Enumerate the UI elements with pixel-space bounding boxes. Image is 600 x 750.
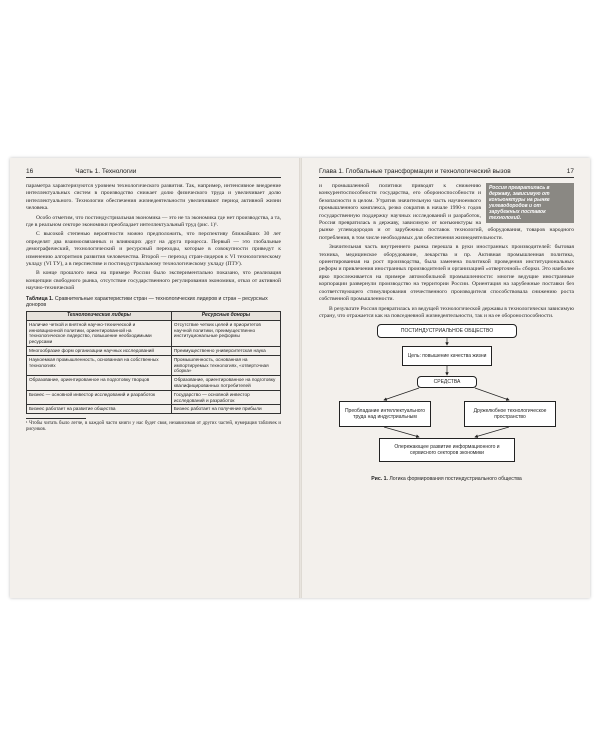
table-header-donors: Ресурсные доноры — [171, 312, 280, 321]
table-caption-text: Сравнительные характеристики стран — технологических лидеров и стран – ресурсных доноров — [26, 295, 268, 308]
book-spread — [10, 158, 590, 598]
diagram-box-means: СРЕДСТВА — [417, 376, 477, 388]
left-page-number: 16 — [26, 168, 34, 175]
left-paragraph-1: параметра характеризуются уровнем технологического развития. Так, например, интенсивное внедрение интеллектуальных систем в производство снижает долю физического труда и увеличивает долю интеллектуального. Технологии обеспечения жизнедеятельности увеличивают период активной жизни человека. — [26, 183, 281, 212]
book-gutter — [299, 158, 302, 598]
arrow-right-to-bottom — [475, 427, 509, 437]
right-page — [319, 168, 574, 482]
table-header-row — [27, 312, 281, 321]
table-cell: Наличие четкой и внятной научно-технической и инновационной политики, ориентированной на технологическое лидерство, повышение необходимыми ресурсами — [27, 320, 172, 346]
table-row — [27, 320, 281, 346]
right-paragraph-2: Значительная часть внутреннего рынка перешла в руки иностранных производителей: бытовая техника, медицинское оборудование, лекарства и пр. Активная промышленная политика, ориентированная на рост производства, была заменена политикой проведения институциональных реформ и привлечения иностранных производителей и организацией «отверточной» сборки. Это наиболее ярко прослеживается на примере автомобильной промышленности: многие ведущие иностранные корпорации развернули производство на территории России. Ориентация на зарубежные поставки без соответствующего стимулирования отечественного производителя способствовала снижению роста собственной промышленности. — [319, 244, 574, 303]
table-caption-label: Таблица 1. — [26, 295, 54, 302]
figure-caption — [319, 476, 574, 482]
diagram-box-postindustrial-society: ПОСТИНДУСТРИАЛЬНОЕ ОБЩЕСТВО — [377, 324, 517, 338]
table-cell: Бизнес работает на получение прибыли — [171, 405, 280, 414]
left-paragraph-4: В конце прошлого века на примере России было экспериментально показано, что реализация концепции свободного рынка, отсутствие государственного регулирования экономики, отказ от активной научно-технической — [26, 270, 281, 292]
table-cell: Бизнес — основной инвестор исследований и разработок — [27, 390, 172, 405]
diagram-box-intellectual-labor: Преобладание интеллектуального труда над индустриальным — [339, 401, 431, 427]
right-running-head — [319, 168, 574, 178]
table-row — [27, 390, 281, 405]
figure-caption-text: Логика формирования постиндустриального общества — [389, 476, 522, 483]
arrow-means-to-right — [475, 388, 509, 400]
right-page-number: 17 — [566, 168, 574, 175]
table-cell: Многообразие форм организации научных исследований — [27, 347, 172, 356]
left-running-head — [26, 168, 281, 178]
footnote: ¹ Чтобы читать было легче, в каждой части книги у нас будет своя, независимая от других частей, нумерация табличек и рисунков. — [26, 421, 281, 433]
left-running-head-title: Часть 1. Технологии — [75, 168, 137, 175]
table-cell: Образование, ориентированное на подготовку квалифицированных потребителей — [171, 376, 280, 391]
arrow-means-to-left — [384, 388, 419, 400]
table-row — [27, 376, 281, 391]
diagram-box-info-service-sectors: Опережающее развитие информационного и сервисного секторов экономики — [379, 438, 515, 462]
right-paragraph-3: В результате Россия превратилась из ведущей технологической державы в технологически зависимую страну, что отражается как на повседневной жизнедеятельности, так и на ее обороноспособности. — [319, 305, 574, 319]
figure-caption-label: Рис. 1. — [371, 476, 388, 483]
table-cell: Образование, ориентированное на подготовку творцов — [27, 376, 172, 391]
left-paragraph-3: С высокой степенью вероятности можно предположить, что перспективу ближайших 30 лет определят два взаимосвязанных и влияющих друг на друга процесса. Первый — это глобальные демографический, технологический и ресурсный переходы, которые в совокупности приведут к изменению алгоритмов развития человечества. Второй — переход стран-лидеров к VI технологическому укладу (VI ТУ), а в перспективе и постиндустриальному технологическому укладу (ПТУ). — [26, 231, 281, 268]
table-row — [27, 347, 281, 356]
table-cell: Наукоемкая промышленность, основанная на собственных технологиях — [27, 355, 172, 375]
right-paragraph-1: и промышленной политики приводят к снижению конкурентоспособности государства, его обороноспособности и безопасности в целом. Утратив значительную часть научноемкого промышленного комплекса, резко сократив в начале 1990-х годов государственную поддержку научных исследований и разработок, Россия превратилась в державу, зависимую от конъюнктуры на рынке углеводородов и от зарубежных поставок технологий, оборудования, товаров народного потребления, в том числе необходимых для обеспечения жизнедеятельности. — [319, 183, 574, 241]
right-running-head-title: Глава 1. Глобальные трансформации и технологический вызов — [319, 168, 511, 175]
table-cell: Государство — основной инвестор исследований и разработок — [171, 390, 280, 405]
table-cell: Промышленность, основанная на импортируемых технологиях, «отверточная сборка» — [171, 355, 280, 375]
diagram-box-goal: Цель: повышение качества жизни — [402, 346, 492, 366]
arrow-left-to-bottom — [384, 427, 419, 437]
left-page — [26, 168, 281, 433]
table-header-leaders: Технологические лидеры — [27, 312, 172, 321]
footnote-divider — [26, 418, 86, 419]
table-cell: Бизнес работает на развитие общества — [27, 405, 172, 414]
margin-note: Россия превратилась в державу, зависимую от конъюнктуры на рынке углеводородов и от зарубежных поставок технологий. — [486, 183, 574, 223]
table-caption — [26, 296, 281, 308]
diagram-box-tech-space: Дружелюбное технологическое пространство — [464, 401, 556, 427]
table-cell: Отсутствие четких целей и приоритетов научной политики, преимущественно институциональные реформы — [171, 320, 280, 346]
table-row — [27, 405, 281, 414]
table-row — [27, 355, 281, 375]
table-cell: Преимущественно университетская наука — [171, 347, 280, 356]
left-paragraph-2: Особо отметим, что постиндустриальная экономика — это не та экономика где нет производства, а та, где в реальном секторе экономики преобладает интеллектуальный труд (рис. 1)¹. — [26, 214, 281, 229]
comparison-table — [26, 311, 281, 414]
flow-diagram — [319, 324, 574, 474]
